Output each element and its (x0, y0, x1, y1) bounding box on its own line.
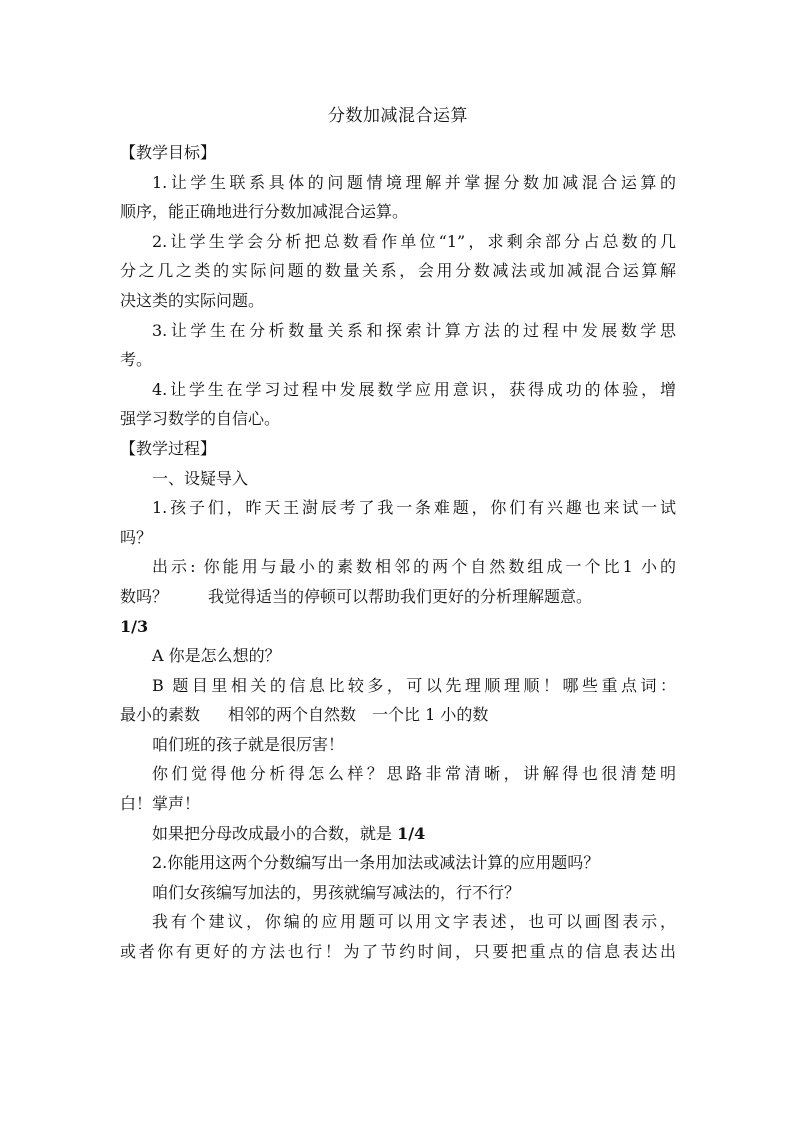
paragraph-1-line-1: 1.孩子们，昨天王澍辰考了我一条难题，你们有兴趣也来试一试 (152, 498, 676, 518)
paragraph-4-line-1: 你们觉得他分析得怎么样？思路非常清晰，讲解得也很清楚明 (152, 764, 676, 784)
paragraph-6: 2.你能用这两个分数编写出一条用加法或减法计算的应用题吗？ (152, 853, 600, 873)
paragraph-7: 咱们女孩编写加法的，男孩就编写减法的，行不行？ (152, 882, 521, 902)
goal-3-line-2: 考。 (120, 350, 153, 370)
paragraph-5-fraction: 1/4 (397, 823, 426, 843)
paragraph-b-line-1: B 题目里相关的信息比较多，可以先理顺理顺！哪些重点词： (152, 675, 676, 695)
paragraph-4-line-2: 白！掌声！ (120, 794, 201, 814)
paragraph-2-remark: 我觉得适当的停顿可以帮助我们更好的分析理解题意。 (208, 586, 593, 606)
part-1-heading: 一、设疑导入 (152, 468, 249, 488)
answer-fraction-one-third (120, 612, 676, 642)
goal-2-line-1: 2.让学生学会分析把总数看作单位“1”，求剩余部分占总数的几 (152, 231, 676, 251)
paragraph-5-text: 如果把分母改成最小的合数，就是 (152, 823, 398, 843)
goal-2-line-3: 决这类的实际问题。 (120, 290, 265, 310)
paragraph-3: 咱们班的孩子就是很厉害！ (152, 734, 345, 754)
goal-1-line-2: 顺序，能正确地进行分数加减混合运算。 (120, 202, 409, 222)
paragraph-2-line-1: 出示: 你能用与最小的素数相邻的两个自然数组成一个比1 小的 (152, 557, 676, 577)
section-heading-goals: 【教学目标】 (120, 143, 217, 162)
paragraph-b-keywords (120, 700, 676, 730)
goal-3-line-1: 3.让学生在分析数量关系和探索计算方法的过程中发展数学思 (152, 320, 676, 340)
paragraph-a: A 你是怎么想的？ (152, 646, 281, 666)
paragraph-8-line-1: 我有个建议，你编的应用题可以用文字表述，也可以画图表示， (152, 912, 676, 932)
goal-4-line-1: 4.让学生在学习过程中发展数学应用意识，获得成功的体验，增 (152, 379, 676, 399)
paragraph-8-line-2: 或者你有更好的方法也行！为了节约时间，只要把重点的信息表达出 (120, 942, 676, 962)
goal-2-line-2: 分之几之类的实际问题的数量关系，会用分数减法或加减混合运算解 (120, 261, 676, 281)
goal-4-line-2: 强学习数学的自信心。 (120, 409, 281, 429)
paragraph-5 (120, 819, 676, 849)
paragraph-1-line-2: 吗？ (120, 527, 153, 547)
section-heading-process: 【教学过程】 (120, 438, 217, 458)
goal-1-line-1: 1.让学生联系具体的问题情境理解并掌握分数加减混合运算的 (152, 172, 676, 192)
answer-value: 1/3 (120, 616, 149, 636)
keyword-adjacent-naturals: 相邻的两个自然数 (228, 705, 357, 725)
keyword-less-than-one: 一个比 1 小的数 (372, 705, 489, 725)
document-title: 分数加减混合运算 (328, 106, 468, 126)
keyword-smallest-prime: 最小的素数 (120, 705, 201, 725)
paragraph-2-question-end: 数吗？ (120, 586, 169, 606)
document-body (120, 100, 676, 967)
paragraph-2-line-2 (120, 582, 676, 612)
